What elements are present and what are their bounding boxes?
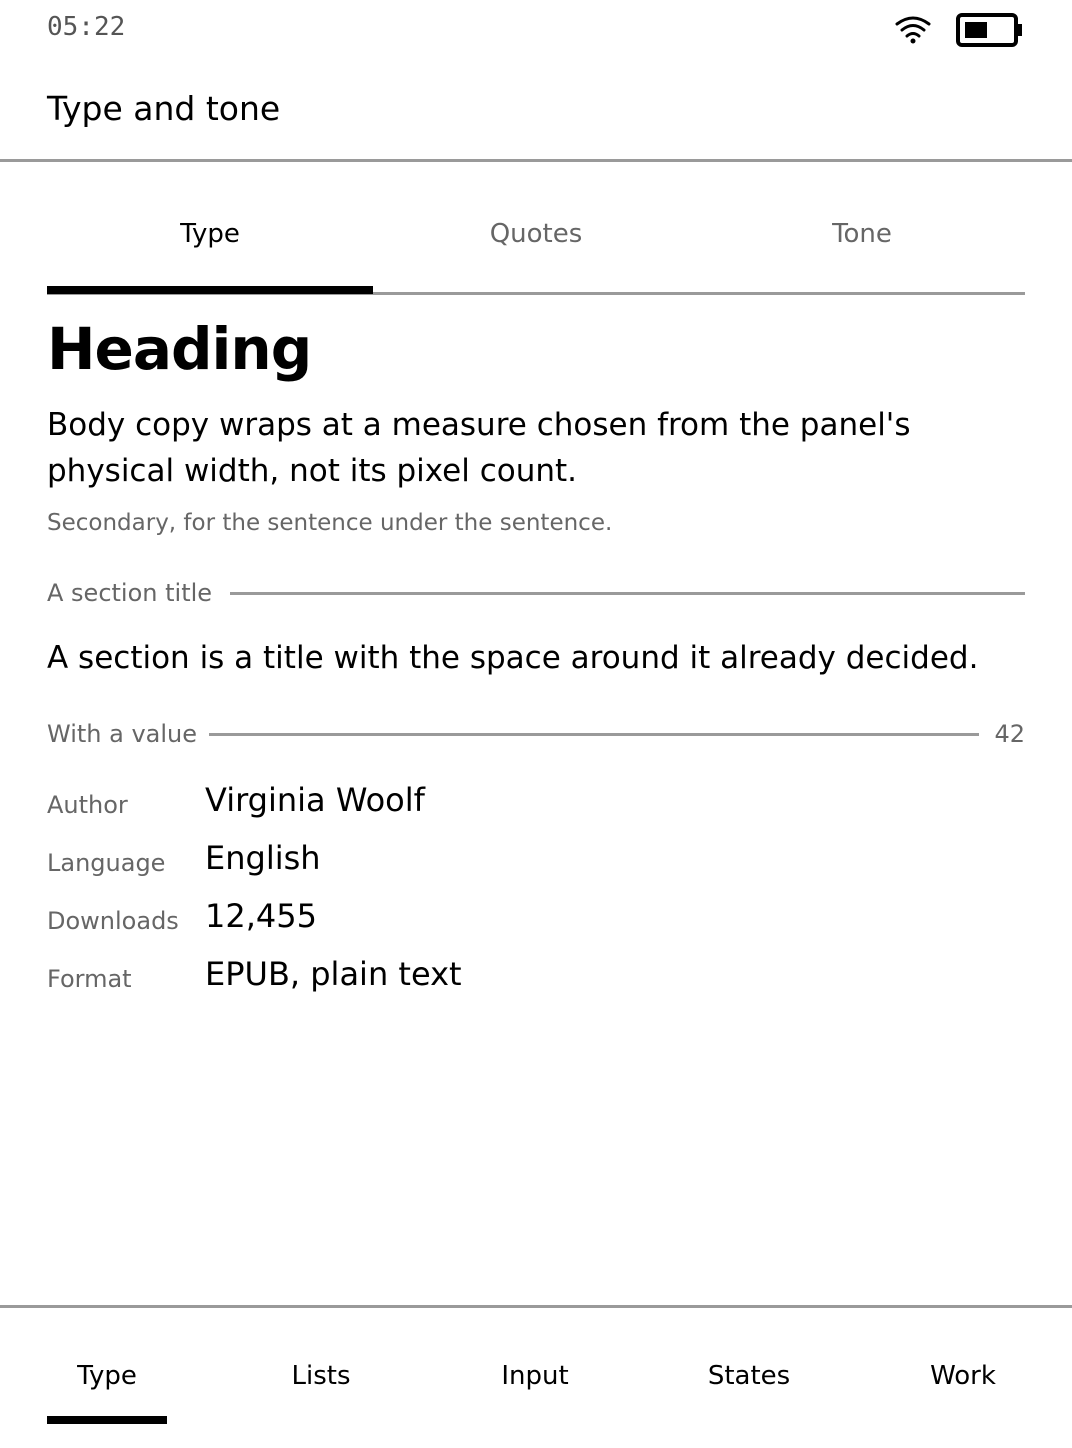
header-divider: [0, 159, 1072, 162]
metadata-value: Virginia Woolf: [205, 781, 425, 819]
metadata-value: 12,455: [205, 897, 317, 935]
metadata-row-format: [47, 950, 1007, 1008]
tab-active-indicator: [47, 286, 373, 294]
tab-quotes[interactable]: Quotes: [489, 219, 583, 249]
metadata-row-downloads: [47, 892, 1007, 950]
nav-active-indicator: [47, 1416, 167, 1424]
nav-item-states[interactable]: States: [707, 1361, 791, 1391]
section-divider: [230, 592, 1025, 595]
section-body: A section is a title with the space around it already decided.: [47, 640, 979, 676]
secondary-text: Secondary, for the sentence under the sentence.: [47, 510, 613, 536]
nav-item-lists[interactable]: Lists: [291, 1361, 351, 1391]
metadata-label: Downloads: [47, 907, 179, 935]
tab-type[interactable]: Type: [180, 219, 240, 249]
metadata-label: Format: [47, 965, 132, 993]
metadata-value: EPUB, plain text: [205, 955, 462, 993]
body-copy: Body copy wraps at a measure chosen from the panel's physical width, not its pixel count.: [47, 407, 911, 489]
battery-icon: [956, 13, 1024, 47]
section-header-with-value: [47, 717, 1025, 753]
bottom-nav: [0, 1340, 1072, 1430]
section-header: [47, 576, 1025, 612]
status-time: 05:22: [47, 12, 126, 42]
metadata-label: Author: [47, 791, 128, 819]
metadata-row-author: [47, 776, 1007, 834]
section-title: With a value: [47, 720, 198, 748]
section-title: A section title: [47, 579, 213, 607]
nav-item-input[interactable]: Input: [501, 1361, 569, 1391]
bottom-nav-divider: [0, 1305, 1072, 1308]
metadata-row-language: [47, 834, 1007, 892]
section-value: 42: [994, 720, 1025, 748]
metadata-list: [47, 776, 1007, 1008]
wifi-icon: [893, 14, 933, 44]
nav-item-type[interactable]: Type: [77, 1361, 137, 1391]
tab-bar: [47, 200, 1025, 298]
tab-tone[interactable]: Tone: [832, 219, 892, 249]
status-bar: [0, 0, 1072, 60]
metadata-label: Language: [47, 849, 166, 877]
content-heading: Heading: [47, 315, 312, 383]
section-divider: [209, 733, 979, 736]
metadata-value: English: [205, 839, 321, 877]
nav-item-work[interactable]: Work: [930, 1361, 996, 1391]
page-title: Type and tone: [47, 89, 281, 128]
